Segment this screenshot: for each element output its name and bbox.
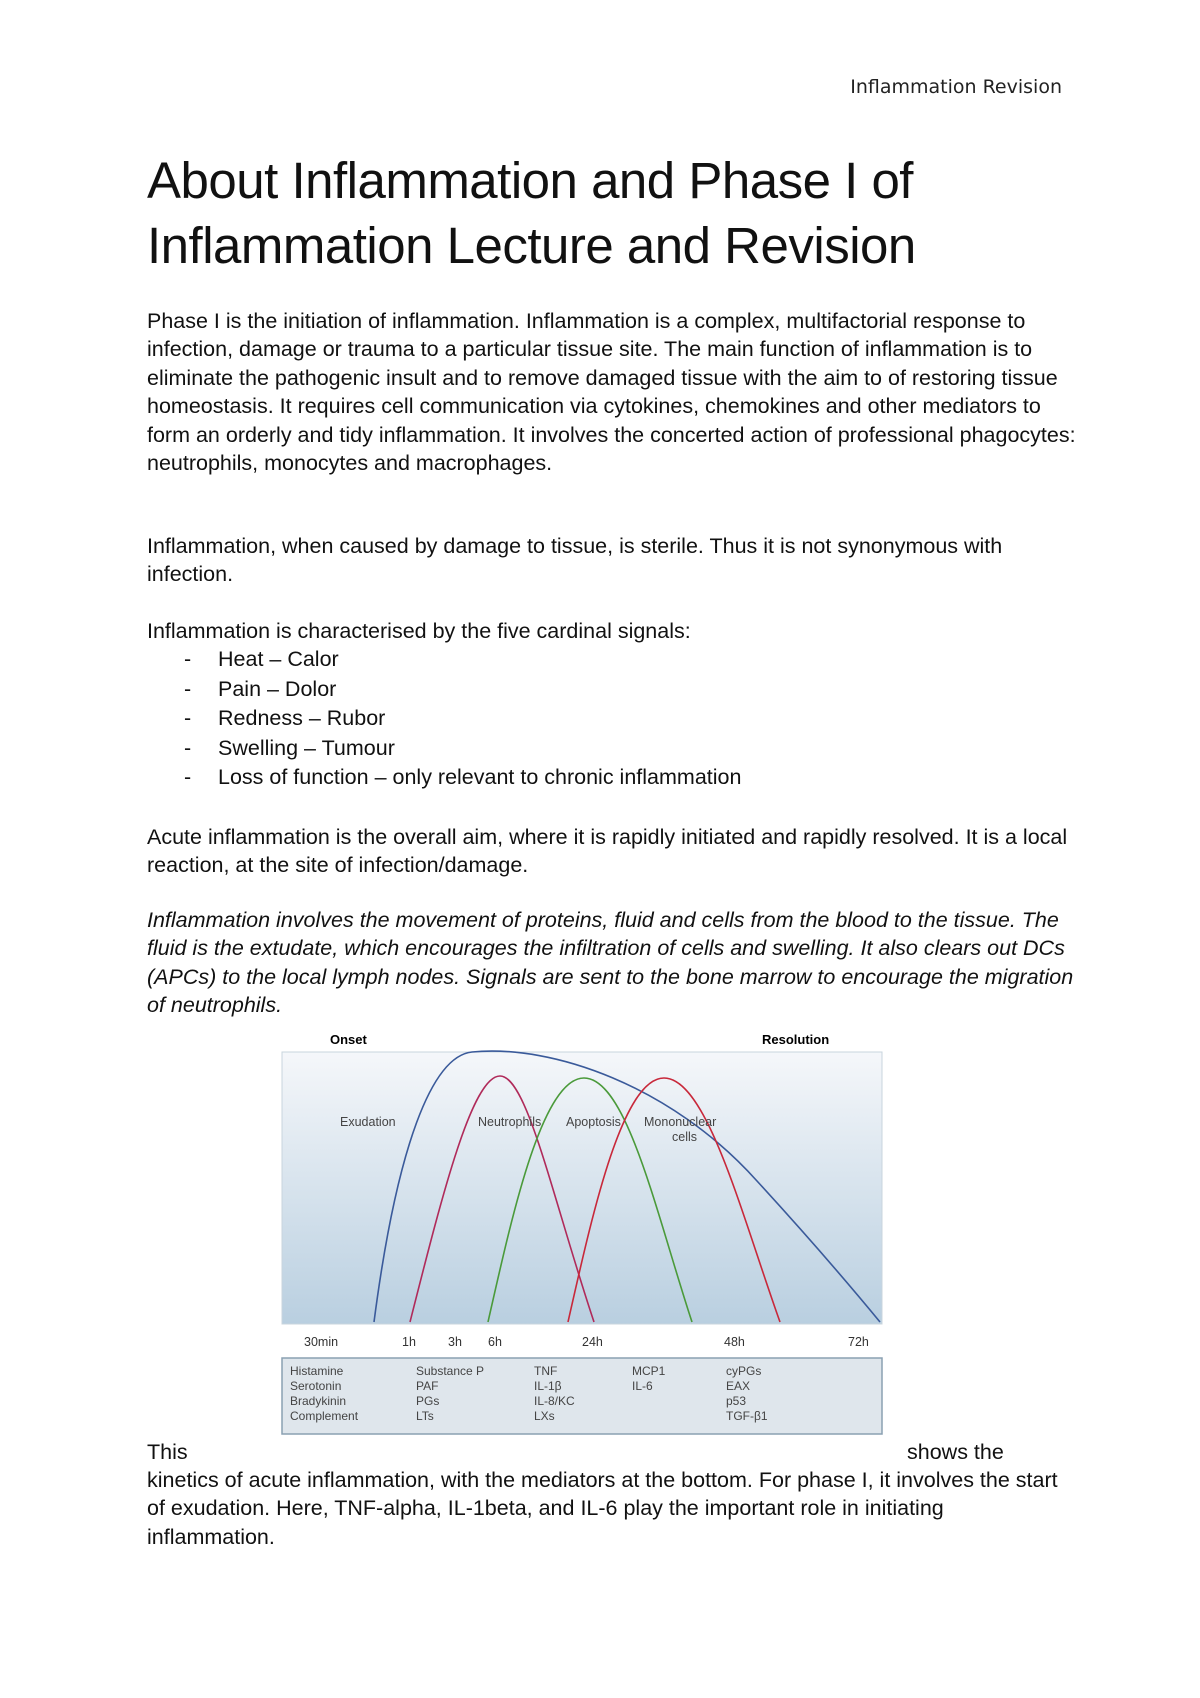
mediator-label: Bradykinin [290, 1394, 347, 1408]
mediator-label: Substance P [416, 1364, 485, 1378]
paragraph-kinetics-caption: kinetics of acute inflammation, with the mediators at the bottom. For phase I, it involves the start of exudation. Here, TNF-alpha, IL-1beta, and IL-6 play the important role in initiating inflammation. [147, 1468, 1058, 1549]
paragraph-acute-inflammation: Acute inflammation is the overall aim, where it is rapidly initiated and rapidly resolved. It is a local reaction, at the site of infection/damage. [147, 825, 1068, 878]
mediator-label: Serotonin [290, 1379, 342, 1393]
mediator-label: IL-6 [632, 1379, 653, 1393]
mediator-label: cyPGs [726, 1364, 762, 1378]
mediator-label: PAF [416, 1379, 439, 1393]
list-item: - Pain – Dolor [184, 676, 337, 701]
mediator-label: PGs [416, 1394, 440, 1408]
mediator-label: MCP1 [632, 1364, 666, 1378]
kinetics-diagram-svg [272, 1026, 892, 1436]
list-item: - Loss of function – only relevant to chronic inflammation [184, 765, 742, 790]
tick-label: 1h [402, 1335, 416, 1349]
tick-label: 24h [582, 1335, 603, 1349]
onset-label: Onset [330, 1032, 367, 1047]
apoptosis-label: Apoptosis [566, 1115, 621, 1129]
caption-fragment-right: shows the [907, 1440, 1004, 1464]
mediator-label: IL-8/KC [534, 1394, 575, 1408]
caption-fragment-left: This [147, 1440, 188, 1464]
list-item: - Heat – Calor [184, 647, 339, 671]
paragraph-sterile-inflammation: Inflammation, when caused by damage to tissue, is sterile. Thus it is not synonymous with infection. [147, 534, 1003, 587]
neutrophils-label: Neutrophils [478, 1115, 542, 1129]
paragraph-phase-one-intro: Phase I is the initiation of inflammation. Inflammation is a complex, multifactorial response to infection, damage or trauma to a particular tissue site. The main function of inflammation is to eliminate the pathogenic insult and to remove damaged tissue with the aim to of restoring tissue homeostasis. It requires cell communication via cytokines, chemokines and other mediators to form an orderly and tidy inflammation. It involves the concerted action of professional phagocytes: neutrophils, monocytes and macrophages. [147, 309, 1076, 476]
mediator-label: Histamine [290, 1364, 344, 1378]
mediator-label: LXs [534, 1409, 555, 1423]
running-header: Inflammation Revision [850, 76, 1062, 98]
tick-label: 48h [724, 1335, 745, 1349]
list-item: - Swelling – Tumour [184, 735, 395, 760]
mediator-label: TNF [534, 1364, 558, 1378]
tick-label: 30min [304, 1335, 339, 1349]
list-item: - Redness – Rubor [184, 706, 386, 731]
mediator-label: Complement [290, 1409, 359, 1423]
mononuclear-label-line1: Mononuclear [644, 1115, 717, 1129]
mediators-box [282, 1358, 882, 1434]
mediator-label: TGF-β1 [726, 1409, 768, 1423]
page-title: About Inflammation and Phase I of Inflammation Lecture and Revision [147, 152, 916, 274]
tick-label: 72h [848, 1335, 869, 1349]
tick-label: 6h [488, 1335, 502, 1349]
mediator-label: LTs [416, 1409, 434, 1423]
mediator-label: IL-1β [534, 1379, 562, 1393]
inflammation-kinetics-figure [272, 1026, 892, 1436]
exudation-label: Exudation [340, 1115, 396, 1129]
mediator-label: EAX [726, 1379, 751, 1393]
mononuclear-label-line2: cells [672, 1130, 698, 1144]
resolution-label: Resolution [762, 1032, 830, 1047]
paragraph-exudate-movement: Inflammation involves the movement of proteins, fluid and cells from the blood to the tissue. The fluid is the extudate, which encourages the infiltration of cells and swelling. It also clears out DCs (APCs) to the local lymph nodes. Signals are sent to the bone marrow to encourage the migration of neutrophils. [147, 908, 1074, 1018]
tick-label: 3h [448, 1335, 462, 1349]
mediator-label: p53 [726, 1394, 747, 1408]
paragraph-cardinal-signs-intro: Inflammation is characterised by the five cardinal signals: [147, 619, 691, 643]
cardinal-signs-list [147, 645, 1047, 793]
